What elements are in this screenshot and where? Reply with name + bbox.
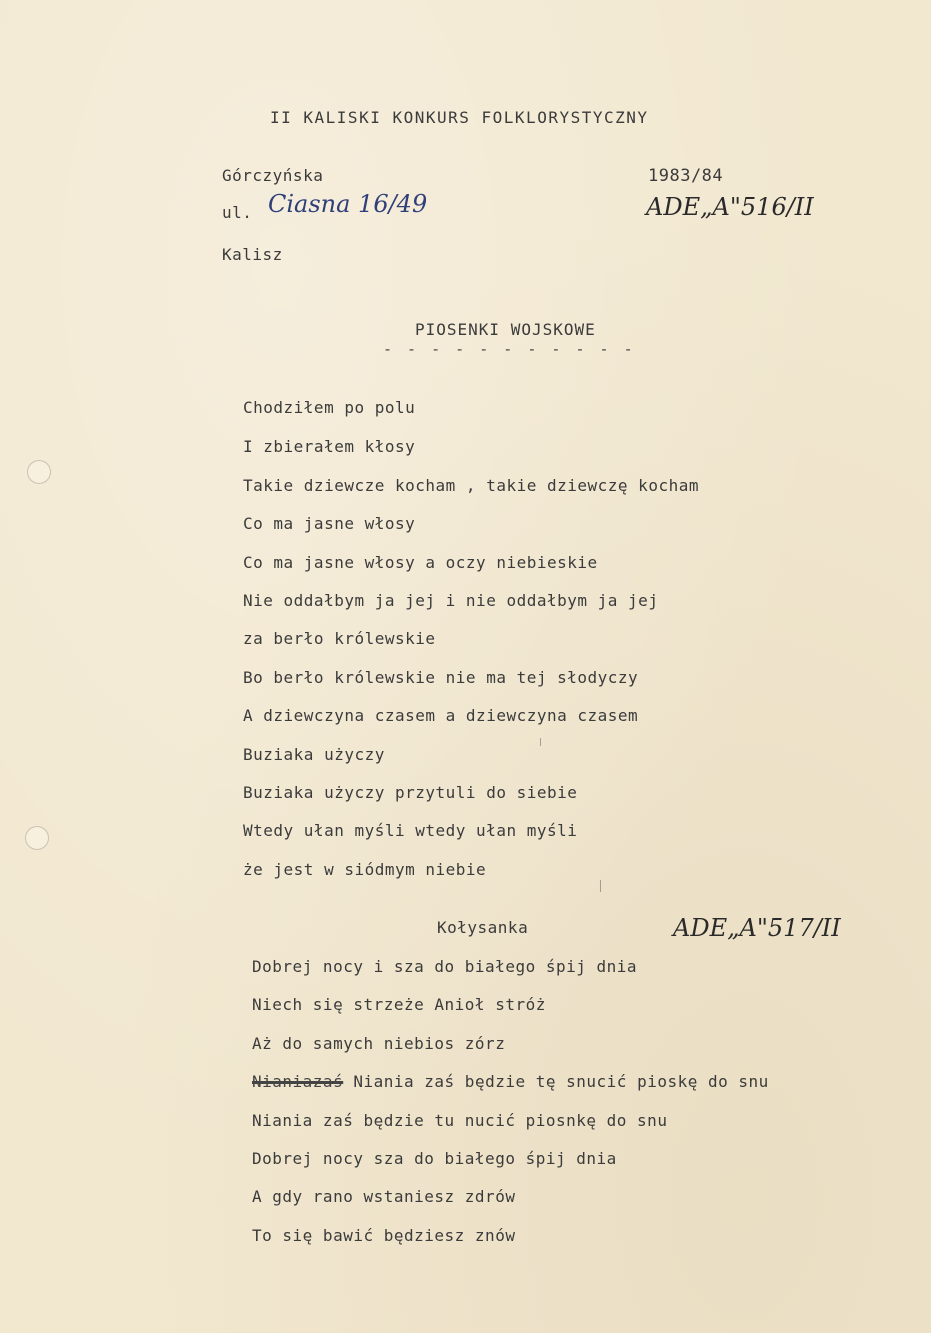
- section-title: PIOSENKI WOJSKOWE: [415, 320, 596, 339]
- song1-line: Co ma jasne włosy a oczy niebieskie: [243, 553, 598, 572]
- song2-line: Niania zaś będzie tę snucić pioskę do snu: [353, 1072, 769, 1091]
- song1-line: Wtedy ułan myśli wtedy ułan myśli: [243, 821, 578, 840]
- document-title: II KALISKI KONKURS FOLKLORYSTYCZNY: [270, 108, 649, 127]
- song1-line: Buziaka użyczy: [243, 745, 385, 764]
- song1-line: Takie dziewcze kocham , takie dziewczę kocham: [243, 476, 699, 495]
- song1-line: Bo berło królewskie nie ma tej słodyczy: [243, 668, 639, 687]
- song2-line: A gdy rano wstaniesz zdrów: [252, 1187, 516, 1206]
- song1-line: Nie oddałbym ja jej i nie oddałbym ja jej: [243, 591, 659, 610]
- sender-city: Kalisz: [222, 245, 283, 264]
- sender-street-handwritten: Ciasna 16/49: [268, 190, 428, 218]
- song1-line: Chodziłem po polu: [243, 398, 416, 417]
- song1-line: za berło królewskie: [243, 629, 436, 648]
- punch-hole-top: [27, 460, 51, 484]
- song1-line: że jest w siódmym niebie: [243, 860, 487, 879]
- song2-line: Dobrej nocy sza do białego śpij dnia: [252, 1149, 617, 1168]
- document-year: 1983/84: [648, 166, 724, 186]
- stray-mark: [600, 880, 601, 892]
- song1-line: Buziaka użyczy przytuli do siebie: [243, 783, 578, 802]
- song1-line: Co ma jasne włosy: [243, 514, 416, 533]
- stray-mark: [540, 738, 541, 746]
- song2-title: Kołysanka: [437, 918, 529, 937]
- sender-street-prefix: ul.: [222, 203, 253, 222]
- archive-reference-2: ADE„A"517/II: [673, 914, 841, 942]
- song2-line: Aż do samych niebios zórz: [252, 1034, 506, 1053]
- song2-line: Dobrej nocy i sza do białego śpij dnia: [252, 957, 638, 976]
- sender-name: Górczyńska: [222, 166, 324, 185]
- song1-line: I zbierałem kłosy: [243, 437, 416, 456]
- song1-line: A dziewczyna czasem a dziewczyna czasem: [243, 706, 639, 725]
- punch-hole-bottom: [25, 826, 49, 850]
- struck-out-text: Nianiazaś: [252, 1072, 344, 1091]
- section-underline: - - - - - - - - - - -: [383, 340, 636, 358]
- song2-line: Niech się strzeże Anioł stróż: [252, 995, 546, 1014]
- show-through-text: [90, 40, 99, 58]
- song2-line: Niania zaś będzie tu nucić piosnkę do snu: [252, 1111, 668, 1130]
- archive-reference-1: ADE„A"516/II: [646, 193, 814, 221]
- song2-line: To się bawić będziesz znów: [252, 1226, 516, 1245]
- song2-line-corrected: [252, 1072, 769, 1091]
